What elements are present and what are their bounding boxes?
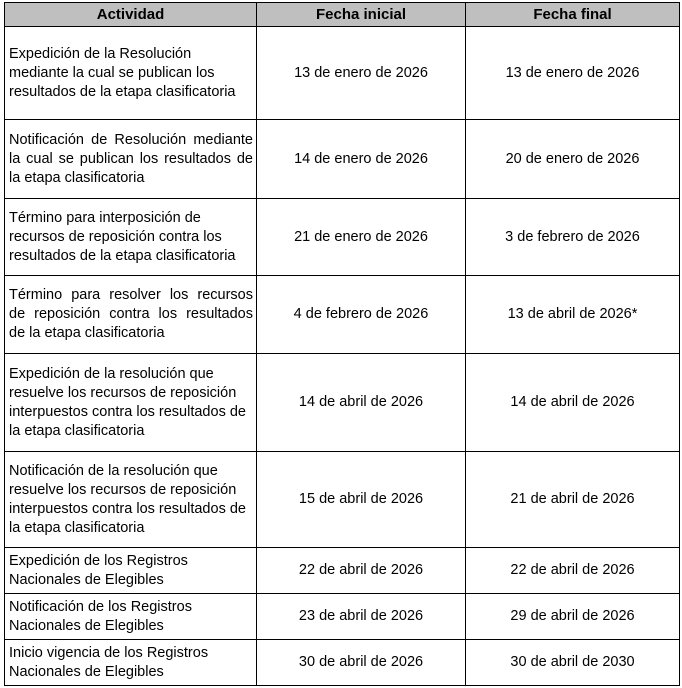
end-date-cell: 14 de abril de 2026	[466, 354, 680, 452]
end-date-cell: 13 de abril de 2026*	[466, 276, 680, 354]
header-end-date: Fecha final	[466, 3, 680, 27]
start-date-cell: 14 de enero de 2026	[257, 120, 466, 199]
table-row	[5, 120, 680, 199]
table-row	[5, 276, 680, 354]
end-date-cell: 3 de febrero de 2026	[466, 199, 680, 276]
table-row	[5, 594, 680, 640]
table-row	[5, 452, 680, 548]
start-date-cell: 22 de abril de 2026	[257, 548, 466, 594]
activity-cell: Expedición de la Resolución mediante la cual se publican los resultados de la etapa clasificatoria	[5, 27, 257, 120]
end-date-cell: 22 de abril de 2026	[466, 548, 680, 594]
activity-cell: Expedición de la resolución que resuelve los recursos de reposición interpuestos contra los resultados de la etapa clasificatoria	[5, 354, 257, 452]
header-activity: Actividad	[5, 3, 257, 27]
activity-cell: Término para interposición de recursos de reposición contra los resultados de la etapa clasificatoria	[5, 199, 257, 276]
activity-cell: Notificación de Resolución mediante la cual se publican los resultados de la etapa clasificatoria	[5, 120, 257, 199]
activity-cell: Término para resolver los recursos de reposición contra los resultados de la etapa clasificatoria	[5, 276, 257, 354]
activity-cell: Inicio vigencia de los Registros Nacionales de Elegibles	[5, 640, 257, 686]
start-date-cell: 15 de abril de 2026	[257, 452, 466, 548]
end-date-cell: 21 de abril de 2026	[466, 452, 680, 548]
start-date-cell: 23 de abril de 2026	[257, 594, 466, 640]
start-date-cell: 14 de abril de 2026	[257, 354, 466, 452]
header-start-date: Fecha inicial	[257, 3, 466, 27]
start-date-cell: 13 de enero de 2026	[257, 27, 466, 120]
table-row	[5, 27, 680, 120]
table-header-row	[5, 3, 680, 27]
start-date-cell: 4 de febrero de 2026	[257, 276, 466, 354]
start-date-cell: 21 de enero de 2026	[257, 199, 466, 276]
start-date-cell: 30 de abril de 2026	[257, 640, 466, 686]
activity-cell: Notificación de la resolución que resuelve los recursos de reposición interpuestos contra los resultados de la etapa clasificatoria	[5, 452, 257, 548]
end-date-cell: 29 de abril de 2026	[466, 594, 680, 640]
end-date-cell: 20 de enero de 2026	[466, 120, 680, 199]
table-row	[5, 354, 680, 452]
activity-cell: Expedición de los Registros Nacionales de Elegibles	[5, 548, 257, 594]
schedule-table	[4, 2, 680, 686]
table-row	[5, 548, 680, 594]
end-date-cell: 13 de enero de 2026	[466, 27, 680, 120]
end-date-cell: 30 de abril de 2030	[466, 640, 680, 686]
table-row	[5, 640, 680, 686]
table-row	[5, 199, 680, 276]
activity-cell: Notificación de los Registros Nacionales de Elegibles	[5, 594, 257, 640]
